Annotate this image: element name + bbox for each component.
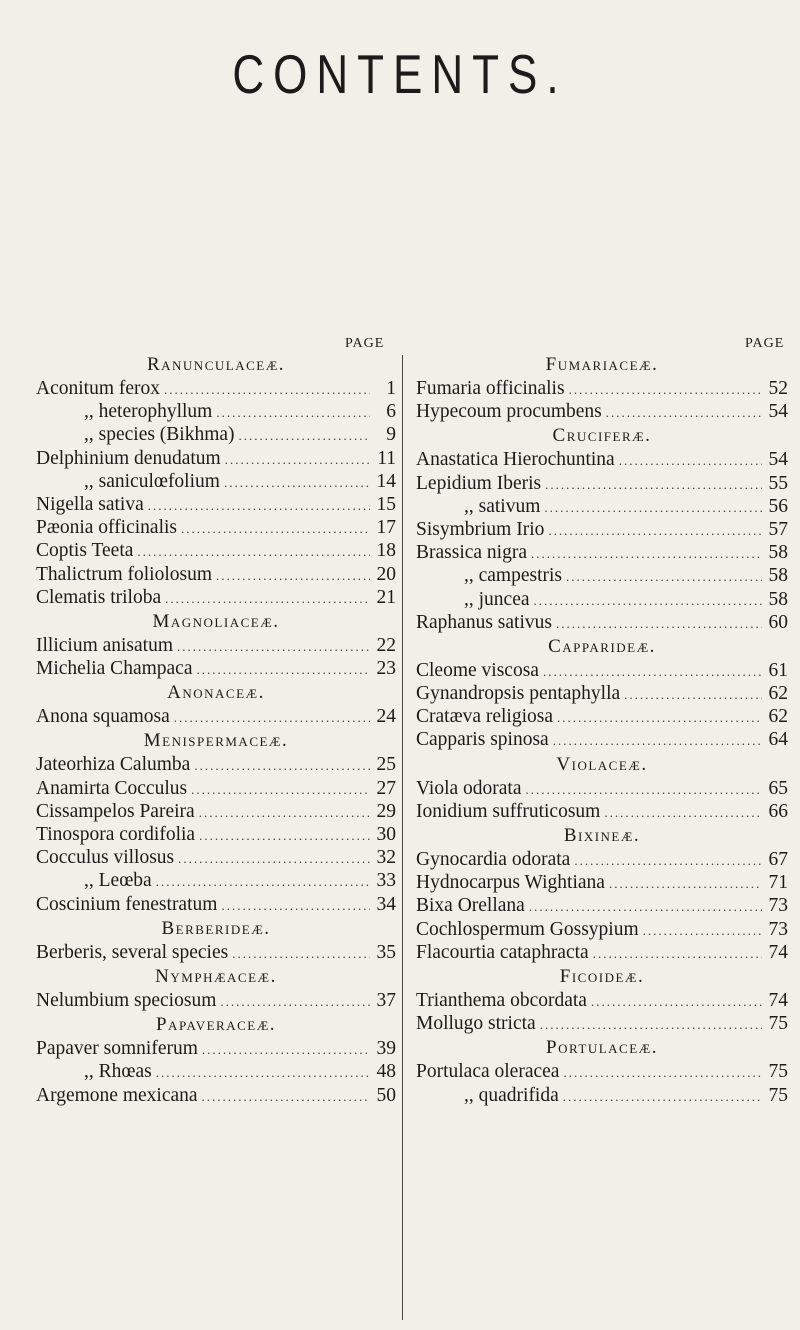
column-divider bbox=[402, 355, 403, 1320]
leader-dots bbox=[232, 942, 370, 965]
entry-page-number: 73 bbox=[768, 895, 788, 917]
section-heading: Papaveraceæ. bbox=[155, 1014, 276, 1036]
entry-page-number: 56 bbox=[768, 495, 788, 517]
contents-entry bbox=[416, 1012, 788, 1035]
entry-name: ,, Rhœas bbox=[84, 1061, 152, 1083]
entry-name: ,, sativum bbox=[464, 495, 541, 517]
leader-dots bbox=[137, 540, 370, 563]
entry-name: Cratæva religiosa bbox=[416, 706, 554, 728]
entry-page-number: 39 bbox=[376, 1038, 396, 1060]
leader-dots bbox=[643, 919, 762, 942]
contents-entry bbox=[36, 800, 396, 823]
contents-entry bbox=[416, 918, 788, 941]
leader-dots bbox=[545, 473, 762, 496]
leader-dots bbox=[574, 849, 762, 872]
contents-entry bbox=[36, 893, 396, 916]
entry-name: Cissampelos Pareira bbox=[36, 800, 195, 822]
leader-dots bbox=[221, 894, 370, 917]
entry-page-number: 58 bbox=[768, 565, 788, 587]
page-column-label-left: PAGE bbox=[345, 336, 385, 351]
contents-entry bbox=[416, 941, 788, 964]
leader-dots bbox=[563, 1061, 762, 1084]
entry-page-number: 54 bbox=[768, 449, 788, 471]
entry-name: Gynandropsis pentaphylla bbox=[416, 683, 621, 705]
section-heading: Berberideæ. bbox=[161, 917, 271, 939]
entry-page-number: 52 bbox=[768, 378, 788, 399]
entry-name: Mollugo stricta bbox=[416, 1013, 536, 1035]
contents-entry bbox=[416, 472, 788, 495]
entry-name: Aconitum ferox bbox=[36, 378, 161, 399]
section-heading: Bixineæ. bbox=[563, 825, 641, 846]
contents-entry bbox=[416, 659, 788, 682]
contents-entry bbox=[416, 1060, 788, 1083]
contents-entry bbox=[416, 518, 788, 541]
entry-page-number: 75 bbox=[768, 1084, 788, 1106]
entry-name: ,, species (Bikhma) bbox=[84, 424, 235, 446]
entry-page-number: 11 bbox=[377, 447, 396, 469]
entry-page-number: 48 bbox=[376, 1061, 396, 1083]
entry-page-number: 62 bbox=[768, 683, 788, 705]
entry-name: ,, quadrifida bbox=[464, 1084, 559, 1106]
entry-name: Jateorhiza Calumba bbox=[36, 754, 191, 776]
entry-page-number: 29 bbox=[376, 800, 396, 822]
section-heading: Cruciferæ. bbox=[552, 425, 652, 447]
contents-entry bbox=[416, 541, 788, 564]
entry-page-number: 15 bbox=[376, 493, 396, 515]
leader-dots bbox=[202, 1038, 370, 1061]
leader-dots bbox=[544, 496, 762, 519]
section-heading: Violaceæ. bbox=[556, 753, 648, 775]
leader-dots bbox=[557, 706, 762, 729]
section-heading: Nymphæaceæ. bbox=[155, 965, 277, 987]
entry-page-number: 74 bbox=[768, 989, 788, 1011]
contents-entry bbox=[36, 539, 396, 562]
entry-name: Anona squamosa bbox=[36, 706, 170, 728]
entry-name: Ionidium suffruticosum bbox=[416, 800, 601, 822]
leader-dots bbox=[563, 1085, 762, 1108]
contents-entry bbox=[416, 377, 788, 400]
entry-page-number: 21 bbox=[376, 586, 396, 608]
leader-dots bbox=[224, 471, 370, 494]
entry-page-number: 60 bbox=[768, 611, 788, 633]
leader-dots bbox=[529, 895, 762, 918]
leader-dots bbox=[604, 801, 762, 824]
entry-name: ,, Leœba bbox=[84, 870, 152, 892]
entry-page-number: 58 bbox=[768, 588, 788, 610]
entry-page-number: 33 bbox=[376, 870, 396, 892]
entry-page-number: 25 bbox=[376, 754, 396, 776]
entry-page-number: 71 bbox=[768, 872, 788, 894]
contents-entry bbox=[36, 846, 396, 869]
leader-dots bbox=[177, 635, 370, 658]
entry-name: Hydnocarpus Wightiana bbox=[416, 872, 605, 894]
contents-entry bbox=[36, 563, 396, 586]
entry-name: Delphinium denudatum bbox=[36, 447, 221, 469]
section-heading: Portulaceæ. bbox=[546, 1037, 658, 1059]
leader-dots bbox=[548, 519, 762, 542]
leader-dots bbox=[566, 565, 762, 588]
entry-page-number: 50 bbox=[376, 1084, 396, 1106]
entry-name: Pæonia officinalis bbox=[36, 517, 178, 539]
entry-name: Clematis triloba bbox=[36, 586, 162, 608]
leader-dots bbox=[609, 872, 762, 895]
section-heading: Ficoideæ. bbox=[559, 965, 645, 987]
entry-page-number: 14 bbox=[376, 470, 396, 492]
entry-page-number: 35 bbox=[376, 941, 396, 963]
entry-name: Papaver somniferum bbox=[36, 1038, 198, 1060]
entry-page-number: 66 bbox=[768, 800, 788, 822]
contents-entry bbox=[36, 823, 396, 846]
section-heading: Menispermaceæ. bbox=[143, 730, 289, 752]
leader-dots bbox=[148, 494, 370, 517]
entry-name: ,, campestris bbox=[464, 565, 563, 587]
contents-entry bbox=[416, 495, 788, 518]
contents-entry bbox=[416, 611, 788, 634]
section-heading: Ranunculaceæ. bbox=[146, 354, 286, 375]
leader-dots bbox=[174, 706, 370, 729]
contents-entry bbox=[416, 800, 788, 823]
entry-page-number: 75 bbox=[768, 1013, 788, 1035]
leader-dots bbox=[239, 424, 370, 447]
entry-page-number: 67 bbox=[768, 849, 788, 870]
entry-name: Lepidium Iberis bbox=[416, 472, 542, 494]
contents-entry bbox=[36, 705, 396, 728]
contents-entry bbox=[36, 941, 396, 964]
contents-entry bbox=[36, 777, 396, 800]
leader-dots bbox=[540, 1013, 762, 1036]
left-contents-column bbox=[36, 352, 396, 1107]
entry-page-number: 54 bbox=[768, 401, 788, 423]
entry-name: Anamirta Cocculus bbox=[36, 777, 188, 799]
entry-name: Viola odorata bbox=[416, 777, 522, 799]
leader-dots bbox=[531, 542, 762, 565]
entry-name: Tinospora cordifolia bbox=[36, 824, 196, 845]
entry-page-number: 65 bbox=[768, 777, 788, 799]
leader-dots bbox=[178, 847, 370, 870]
leader-dots bbox=[526, 778, 763, 801]
contents-entry bbox=[36, 470, 396, 493]
entry-page-number: 18 bbox=[376, 540, 396, 562]
section-heading: Anonaceæ. bbox=[167, 682, 265, 704]
contents-entry bbox=[36, 423, 396, 446]
entry-page-number: 20 bbox=[376, 563, 396, 585]
entry-name: ,, juncea bbox=[464, 588, 530, 610]
leader-dots bbox=[624, 683, 762, 706]
leader-dots bbox=[556, 612, 762, 635]
entry-page-number: 17 bbox=[376, 517, 396, 539]
entry-name: Hypecoum procumbens bbox=[416, 401, 602, 423]
contents-entry bbox=[416, 777, 788, 800]
entry-page-number: 34 bbox=[376, 893, 396, 915]
section-heading: Capparideæ. bbox=[548, 635, 656, 657]
contents-entry bbox=[416, 400, 788, 423]
entry-name: Illicium anisatum bbox=[36, 634, 174, 656]
contents-entry bbox=[36, 989, 396, 1012]
contents-entry bbox=[416, 448, 788, 471]
contents-entry bbox=[36, 400, 396, 423]
entry-name: Anastatica Hierochuntina bbox=[416, 449, 615, 471]
entry-name: Portulaca oleracea bbox=[416, 1061, 560, 1083]
leader-dots bbox=[569, 378, 762, 401]
entry-page-number: 64 bbox=[768, 729, 788, 751]
entry-name: Nelumbium speciosum bbox=[36, 989, 217, 1011]
entry-name: Argemone mexicana bbox=[36, 1084, 198, 1106]
leader-dots bbox=[216, 564, 370, 587]
leader-dots bbox=[199, 824, 370, 847]
contents-entry bbox=[36, 516, 396, 539]
entry-page-number: 23 bbox=[376, 658, 396, 680]
entry-name: Nigella sativa bbox=[36, 493, 144, 515]
entry-name: Flacourtia cataphracta bbox=[416, 941, 589, 963]
contents-entry bbox=[416, 728, 788, 751]
leader-dots bbox=[194, 754, 370, 777]
entry-page-number: 57 bbox=[768, 518, 788, 540]
entry-name: Brassica nigra bbox=[416, 542, 528, 564]
leader-dots bbox=[202, 1085, 370, 1108]
entry-page-number: 6 bbox=[386, 401, 396, 423]
entry-name: ,, saniculœfolium bbox=[84, 470, 220, 492]
leader-dots bbox=[165, 587, 370, 610]
contents-entry bbox=[416, 588, 788, 611]
entry-page-number: 55 bbox=[768, 472, 788, 494]
entry-page-number: 27 bbox=[376, 777, 396, 799]
entry-name: Berberis, several species bbox=[36, 941, 229, 963]
entry-page-number: 61 bbox=[768, 659, 788, 681]
contents-entry bbox=[36, 869, 396, 892]
entry-name: Cochlospermum Gossypium bbox=[416, 918, 639, 940]
leader-dots bbox=[225, 448, 370, 471]
contents-entry bbox=[36, 1037, 396, 1060]
entry-page-number: 32 bbox=[376, 847, 396, 869]
leader-dots bbox=[196, 658, 370, 681]
leader-dots bbox=[619, 449, 762, 472]
leader-dots bbox=[553, 729, 762, 752]
contents-entry bbox=[416, 871, 788, 894]
entry-page-number: 24 bbox=[376, 706, 396, 728]
leader-dots bbox=[199, 801, 370, 824]
contents-entry bbox=[36, 586, 396, 609]
contents-entry bbox=[416, 705, 788, 728]
contents-entry bbox=[36, 634, 396, 657]
leader-dots bbox=[191, 778, 370, 801]
leader-dots bbox=[606, 401, 762, 424]
contents-entry bbox=[416, 894, 788, 917]
entry-page-number: 58 bbox=[768, 542, 788, 564]
page-title: CONTENTS. bbox=[232, 44, 568, 106]
leader-dots bbox=[591, 990, 762, 1013]
entry-page-number: 30 bbox=[376, 824, 396, 845]
leader-dots bbox=[216, 401, 370, 424]
entry-page-number: 75 bbox=[768, 1061, 788, 1083]
leader-dots bbox=[543, 660, 762, 683]
right-contents-column bbox=[416, 352, 788, 1107]
contents-entry bbox=[36, 657, 396, 680]
contents-entry bbox=[36, 1060, 396, 1083]
entry-name: Michelia Champaca bbox=[36, 658, 193, 680]
contents-entry bbox=[36, 493, 396, 516]
entry-name: Thalictrum foliolosum bbox=[36, 563, 213, 585]
leader-dots bbox=[156, 870, 370, 893]
contents-entry bbox=[416, 682, 788, 705]
leader-dots bbox=[220, 990, 370, 1013]
leader-dots bbox=[164, 378, 370, 401]
entry-name: Cleome viscosa bbox=[416, 659, 539, 681]
entry-page-number: 37 bbox=[376, 989, 396, 1011]
contents-entry bbox=[36, 447, 396, 470]
entry-name: ,, heterophyllum bbox=[84, 401, 213, 423]
contents-entry bbox=[416, 848, 788, 871]
contents-entry bbox=[36, 753, 396, 776]
contents-entry bbox=[416, 564, 788, 587]
entry-name: Sisymbrium Irio bbox=[416, 518, 545, 540]
entry-name: Capparis spinosa bbox=[416, 729, 549, 751]
entry-name: Coptis Teeta bbox=[36, 540, 134, 562]
section-heading: Fumariaceæ. bbox=[545, 354, 659, 375]
entry-page-number: 74 bbox=[768, 941, 788, 963]
entry-name: Coscinium fenestratum bbox=[36, 893, 218, 915]
leader-dots bbox=[156, 1061, 370, 1084]
entry-page-number: 1 bbox=[386, 378, 396, 399]
page-column-label-right: PAGE bbox=[745, 336, 785, 351]
contents-entry bbox=[416, 1084, 788, 1107]
leader-dots bbox=[534, 589, 762, 612]
entry-name: Gynocardia odorata bbox=[416, 849, 571, 870]
entry-name: Raphanus sativus bbox=[416, 611, 552, 633]
entry-name: Fumaria officinalis bbox=[416, 378, 565, 399]
contents-entry bbox=[416, 989, 788, 1012]
entry-name: Cocculus villosus bbox=[36, 847, 175, 869]
contents-entry bbox=[36, 377, 396, 400]
contents-entry bbox=[36, 1084, 396, 1107]
entry-page-number: 22 bbox=[376, 634, 396, 656]
entry-page-number: 9 bbox=[386, 424, 396, 446]
entry-page-number: 62 bbox=[768, 706, 788, 728]
section-heading: Magnoliaceæ. bbox=[152, 610, 280, 632]
leader-dots bbox=[593, 942, 762, 965]
leader-dots bbox=[181, 517, 370, 540]
entry-name: Trianthema obcordata bbox=[416, 989, 587, 1011]
entry-page-number: 73 bbox=[768, 918, 788, 940]
entry-name: Bixa Orellana bbox=[416, 895, 525, 917]
